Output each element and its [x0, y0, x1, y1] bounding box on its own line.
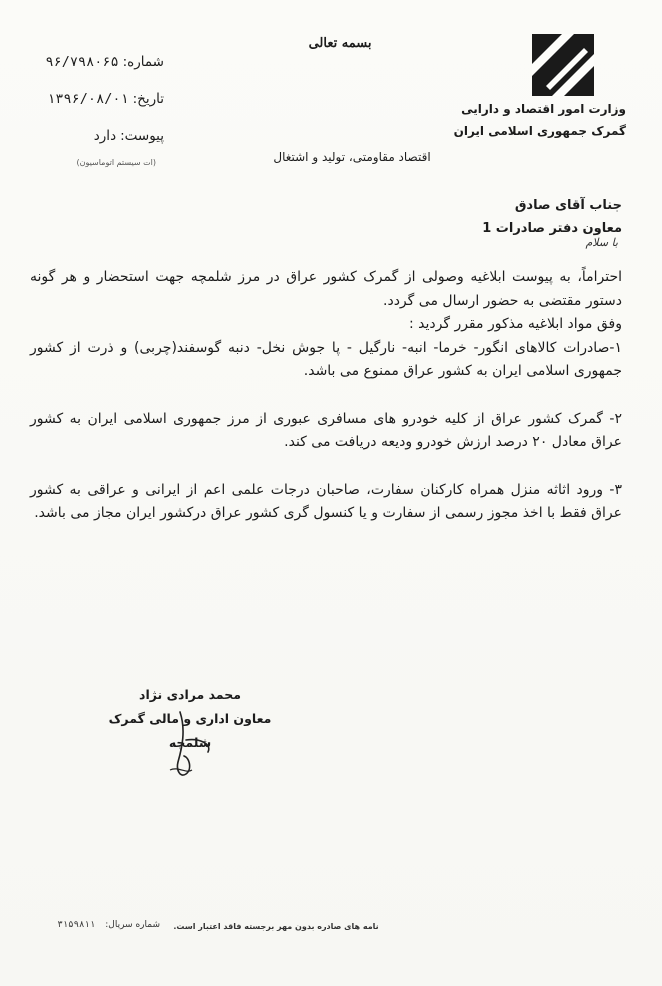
letter-body: [30, 266, 622, 526]
attachment-row: [14, 118, 164, 155]
customs-name: گمرک جمهوری اسلامی ایران: [453, 124, 626, 138]
number-row: [14, 44, 164, 81]
year-slogan: اقتصاد مقاومتی، تولید و اشتغال: [273, 150, 431, 164]
footer-note: نامه های صادره بدون مهر برجسته فاقد اعتبار است.: [173, 922, 379, 931]
number-value: ۹۶/۷۹۸۰۶۵: [45, 54, 119, 70]
bismillah-heading: بسمه تعالی: [308, 36, 372, 51]
ministry-block: [426, 98, 626, 142]
signer-name: محمد مرادی نژاد: [139, 687, 241, 702]
letter-meta: [14, 44, 164, 155]
item-2: ۲- گمرک کشور عراق از کلیه خودرو های مسافری عبوری از مرز جمهوری اسلامی ایران به کشور عراق معادل ۲۰ درصد ارزش خودرو ودیعه دریافت می کند.: [30, 410, 622, 450]
intro-paragraph: احتراماً، به پیوست ابلاغیه وصولی از گمرک کشور عراق در مرز شلمچه جهت استحضار و هر گونه دستور مقتضی به حضور ارسال می گردد.: [30, 269, 622, 309]
date-row: [14, 81, 164, 118]
serial-number: [40, 920, 160, 930]
serial-value: ۳۱۵۹۸۱۱: [57, 920, 96, 930]
system-note: (ات سیستم اتوماسیون): [76, 158, 156, 167]
ministry-name: وزارت امور اقتصاد و دارایی: [461, 102, 626, 116]
serial-label: شماره سریال:: [105, 920, 160, 930]
lead-paragraph: وفق مواد ابلاغیه مذکور مقرر گردید :: [408, 316, 622, 332]
item-1: ۱-صادرات کالاهای انگور- خرما- انبه- نارگیل - پا جوش نخل- دنبه گوسفند(چربی) و ذرت از کشور جمهوری اسلامی ایران به کشور عراق ممنوع می باشد.: [30, 339, 622, 379]
attachment-label: پیوست:: [120, 128, 164, 144]
greeting: با سلام: [585, 236, 618, 249]
attachment-value: دارد: [93, 128, 117, 144]
customs-logo-icon: [528, 30, 598, 100]
date-label: تاریخ:: [132, 91, 164, 107]
addressee-block: [362, 194, 622, 240]
date-value: ۱۳۹۶/۰۸/۰۱: [47, 91, 129, 107]
addressee-name: جناب آقای صادق: [514, 198, 622, 213]
addressee-title: معاون دفتر صادرات 1: [482, 221, 622, 236]
handwritten-signature-icon: [140, 700, 250, 790]
item-3: ۳- ورود اثاثه منزل همراه کارکنان سفارت، صاحبان درجات علمی اعم از ایرانی و عراقی به کشور عراق فقط با اخذ مجوز رسمی از سفارت و یا کنسول گری کشور عراق درکشور ایران مجاز می باشد.: [30, 481, 622, 521]
number-label: شماره:: [122, 54, 164, 70]
signer-title: معاون اداری و مالی گمرک شلمچه: [108, 711, 272, 750]
